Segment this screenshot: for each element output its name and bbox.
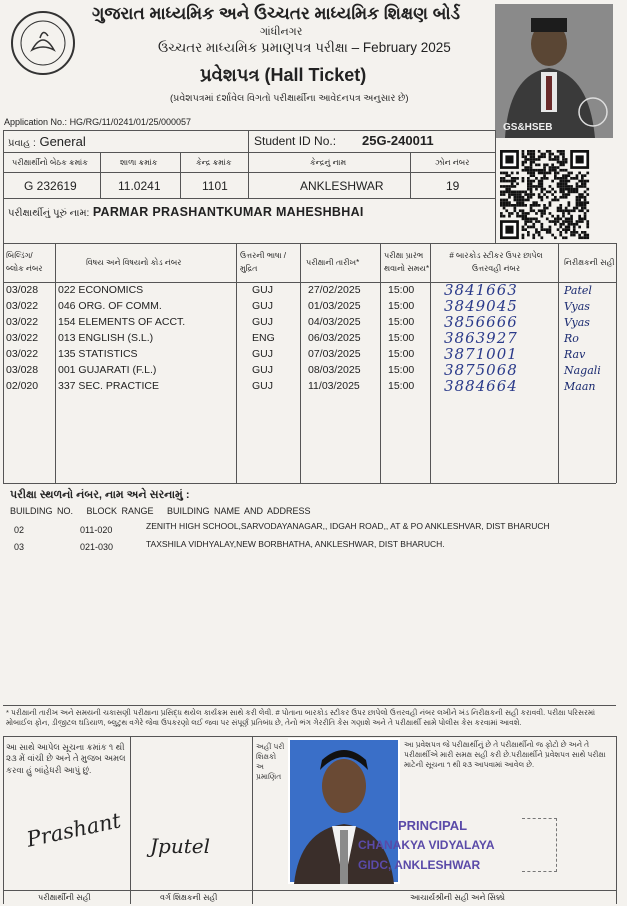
start-time: 15:00: [388, 332, 415, 344]
supervisor-sign-header: નિરીક્ષકની સહી: [564, 258, 615, 267]
start-time: 15:00: [388, 300, 415, 312]
start-time-header: પરીક્ષા પ્રારંભ થવાનો સમય*: [384, 251, 430, 273]
zone-number-header: ઝોન નંબર: [435, 158, 470, 167]
address-building-no: 02: [14, 525, 25, 535]
ticket-title: પ્રવેશપત્ર (Hall Ticket): [200, 65, 367, 85]
subject-name: 001 GUJARATI (F.L.): [58, 364, 157, 376]
photo-watermark: GS&HSEB: [503, 122, 553, 133]
address-block-range: 011-020: [80, 525, 113, 535]
answer-medium: GUJ: [252, 316, 273, 328]
subject-name: 013 ENGLISH (S.L.): [58, 332, 154, 344]
answer-medium: GUJ: [252, 284, 273, 296]
zone-number-value: 19: [446, 179, 460, 193]
block-number: 03/022: [6, 300, 39, 312]
address-block-range: 021-030: [80, 542, 114, 552]
building-block-header: બિલ્ડિંગ/ બ્લોક નંબર: [6, 251, 43, 273]
handwritten-barcode-number: 3875068: [444, 361, 518, 379]
address-building-name: ZENITH HIGH SCHOOL,SARVODAYANAGAR,, IDGAH ROAD,, AT & PO ANKLESHVAR, DIST BHARUCH: [146, 521, 550, 531]
exam-date: 01/03/2025: [308, 300, 361, 312]
exam-date-header: પરીક્ષાની તારીખ*: [306, 258, 360, 267]
student-id-label: Student ID No.:: [254, 134, 337, 148]
address-building-no: 03: [14, 542, 25, 552]
subject-name: 337 SEC. PRACTICE: [58, 380, 159, 392]
exam-notice: * પરીક્ષાની તારીખ અને સમયની ચકાસણી પરીક્ષાના પ્રસિદ્ધ થયેલ કાર્યક્રમ સાથે કરી લેવી. # પોતાના બારકોડ સ્ટીકર ઉપર છાપેલો ઉત્તરવહી નંબર લખીને ખંડ નિરીક્ષકની સહી કરાવવી. પરીક્ષા પરિસરમાં મોબાઈલ ફોન, ડીજીટલ ઘડિયાળ, બ્લુટુથ વગેરે જેવા ઉપકરણો લઈ જવા પર સંપૂર્ણ પ્રતિબંધ છે, તેનો ભંગ ગેરરીતિ કેસ ગણાશે અને તે પરીક્ષાર્થી સામે પોલીસ કેસ કરવામાં આવશે.: [6, 708, 596, 728]
supervisor-signature: Vyas: [564, 316, 590, 329]
supervisor-signature: Ro: [564, 332, 579, 345]
candidate-name-row: પરીક્ષાર્થીનું પૂરું નામ: PARMAR PRASHANTKUMAR MAHESHBHAI: [8, 205, 364, 219]
centre-number-value: 1101: [202, 179, 228, 193]
start-time: 15:00: [388, 284, 415, 296]
subject-code-header: વિષય અને વિષયનો કોડ નંબર: [86, 258, 182, 267]
handwritten-barcode-number: 3863927: [444, 329, 518, 347]
start-time: 15:00: [388, 348, 415, 360]
answer-medium: GUJ: [252, 364, 273, 376]
student-avatar-icon: [495, 4, 613, 138]
board-logo-icon: [10, 10, 76, 76]
centre-number-header: કેન્દ્ર ક્રમાંક: [196, 158, 232, 167]
start-time: 15:00: [388, 380, 415, 392]
student-id-value: 25G-240011: [362, 133, 434, 148]
start-time: 15:00: [388, 364, 415, 376]
exam-date: 06/03/2025: [308, 332, 361, 344]
candidate-sign-caption: પરીક્ષાર્થીની સહી: [38, 893, 91, 902]
barcode-number-header: # બારકોડ સ્ટીકર ઉપર છાપેલ ઉત્તરવહી નંબર: [449, 251, 543, 273]
application-number: Application No.: HG/RG/11/0241/01/25/000057: [4, 117, 191, 127]
subject-name: 154 ELEMENTS OF ACCT.: [58, 316, 186, 328]
principal-declaration: આ પ્રવેશપત્ર જે પરીક્ષાર્થીનું છે તે પરીક્ષાર્થીનો જ ફોટો છે અને તે પરીક્ષાર્થીએ મારી સમક્ષ સહી કરી છે.પરીક્ષાર્થીને પ્રવેશપત્ર સાથે પરીક્ષા માટેની સૂચના ૧ થી ૨૩ આપવામાં આવેલ છે.: [404, 740, 606, 770]
answer-medium: ENG: [252, 332, 275, 344]
exam-date: 08/03/2025: [308, 364, 361, 376]
address-headers: BUILDING NO. BLOCK RANGE BUILDING NAME AND ADDRESS: [10, 506, 311, 516]
centre-name-value: ANKLESHWAR: [300, 179, 384, 193]
supervisor-signature: Patel: [564, 284, 592, 297]
board-name: ગુજરાત માધ્યમિક અને ઉચ્ચતર માધ્યમિક શિક્ષણ બોર્ડ: [92, 4, 460, 23]
teacher-sign-caption: વર્ગ શિક્ષકની સહી: [160, 893, 218, 902]
declaration-text: આ સાથે આપેલ સૂચના ક્રમાંક ૧ થી ૨૩ મેં વાંચી છે અને તે મુજબ અમલ કરવા હું બાંહેધરી આપું છું.: [6, 742, 126, 775]
handwritten-barcode-number: 3841663: [444, 281, 518, 299]
block-number: 02/020: [6, 380, 39, 392]
address-building-name: TAXSHILA VIDHYALAY,NEW BORBHATHA, ANKLESHWAR, DIST BHARUCH.: [146, 539, 445, 549]
supervisor-signature: Vyas: [564, 300, 590, 313]
principal-stamp-line3: GIDC, ANKLESHWAR: [358, 858, 481, 872]
school-number-header: શાળા ક્રમાંક: [120, 158, 158, 167]
exam-date: 04/03/2025: [308, 316, 361, 328]
block-number: 03/022: [6, 348, 39, 360]
address-title: પરીક્ષા સ્થળનો નંબર, નામ અને સરનામું :: [10, 489, 190, 501]
handwritten-barcode-number: 3849045: [444, 297, 518, 315]
exam-date: 11/03/2025: [308, 380, 360, 392]
qr-code-icon: [500, 150, 610, 240]
handwritten-barcode-number: 3884664: [444, 377, 518, 395]
exam-date: 27/02/2025: [308, 284, 361, 296]
candidate-signature: Prashant: [24, 808, 123, 852]
centre-name-header: કેન્દ્રનું નામ: [310, 158, 347, 167]
subject-name: 046 ORG. OF COMM.: [58, 300, 162, 312]
answer-medium: GUJ: [252, 348, 273, 360]
subject-name: 022 ECONOMICS: [58, 284, 144, 296]
principal-stamp-line2: CHANAKYA VIDYALAYA: [358, 838, 495, 852]
exam-title: ઉચ્ચતર માધ્યમિક પ્રમાણપત્ર પરીક્ષા – February 2025: [158, 40, 451, 55]
answer-medium: GUJ: [252, 380, 273, 392]
supervisor-signature: Maan: [564, 380, 596, 393]
medium-header: ઉત્તરની ભાષા /મુદ્રિત: [240, 251, 287, 273]
block-number: 03/028: [6, 364, 39, 376]
block-number: 03/022: [6, 316, 39, 328]
start-time: 15:00: [388, 316, 415, 328]
principal-stamp-line1: PRINCIPAL: [398, 818, 468, 833]
board-city: ગાંધીનગર: [260, 26, 303, 38]
ticket-note: (પ્રવેશપત્રમાં દર્શાવેલ વિગતો પરીક્ષાર્થીના આવેદનપત્ર અનુસાર છે): [170, 93, 409, 104]
supervisor-signature: Rav: [564, 348, 586, 361]
answer-medium: GUJ: [252, 300, 273, 312]
stream-field: પ્રવાહ : General: [8, 134, 86, 149]
attestation-text: અહીં પરી શિક્ષકો અ પ્રમાણિત: [256, 742, 285, 782]
supervisor-signature: Nagali: [564, 364, 601, 377]
principal-sign-caption: આચાર્યશ્રીની સહી અને સિક્કો: [410, 893, 506, 902]
seat-number-value: G 232619: [24, 179, 77, 193]
handwritten-barcode-number: 3871001: [444, 345, 518, 363]
subject-name: 135 STATISTICS: [58, 348, 138, 360]
teacher-signature: Jputel: [150, 834, 210, 858]
student-photo-top: [495, 4, 613, 138]
school-number-value: 11.0241: [118, 179, 161, 193]
stamp-outline: [522, 818, 557, 872]
exam-date: 07/03/2025: [308, 348, 361, 360]
block-number: 03/028: [6, 284, 39, 296]
handwritten-barcode-number: 3856666: [444, 313, 518, 331]
seat-number-header: પરીક્ષાર્થીનો બેઠક ક્રમાંક: [12, 158, 88, 167]
block-number: 03/022: [6, 332, 39, 344]
